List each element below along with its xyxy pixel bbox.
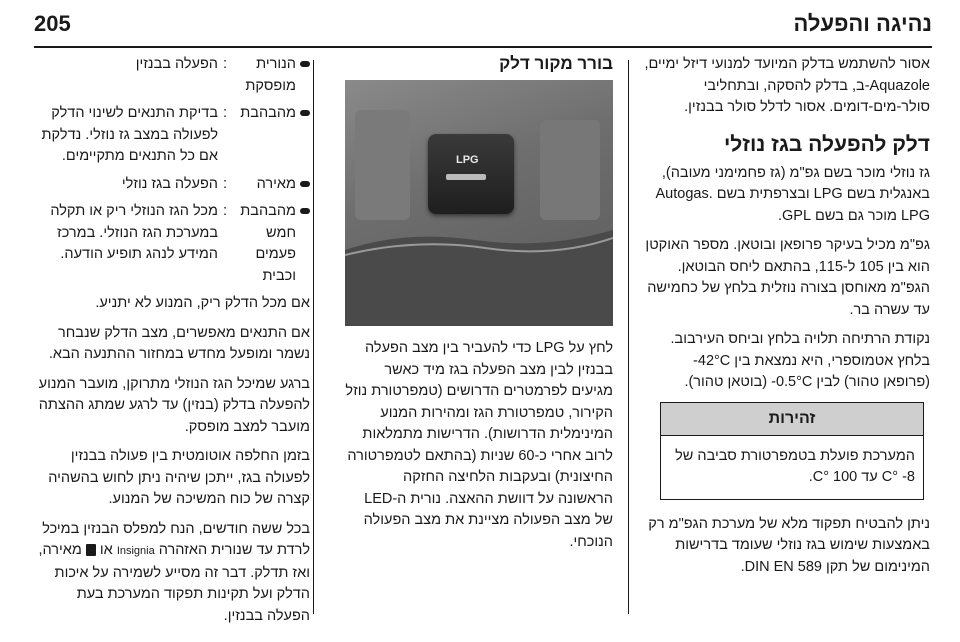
- lpg-heading: דלק להפעלה בגז נוזלי: [723, 132, 930, 156]
- empty-tank-paragraph: אם מכל הדלק ריק, המנוע לא יתניע.: [95, 295, 310, 311]
- warning-title: זהירות: [661, 403, 923, 436]
- status-item: מהבהבת : בדיקת התנאים לשינוי הדלק לפעולה במצב גז נוזלי. נדלקת אם כל התנאים מתקיימים.: [34, 103, 310, 168]
- brand-name: Insignia: [116, 545, 155, 557]
- header-rule: [34, 46, 932, 48]
- status-desc: הפעלה בגז נוזלי: [121, 175, 218, 192]
- status-desc: בדיקת התנאים לשינוי הדלק לפעולה במצב גז נוזלי. נדלקת אם כל התנאים מתקיימים.: [41, 105, 218, 164]
- status-desc: מכל הגז הנוזלי ריק או תקלה במערכת הגז הנוזלי. במרכז המידע לנהג תופיע הודעה.: [50, 203, 218, 262]
- status-desc: הפעלה בבנזין: [135, 56, 218, 72]
- switch-delay-paragraph: בזמן החלפה אוטומטית בין פעולה בבנזין לפעולה בגז, ייתכן שיהיה ניתן לחוש בהשהיה קצרה של כוח המשיכה של המנוע.: [48, 448, 310, 507]
- lpg-paragraph-4: ניתן להבטיח תפקוד מלא של מערכת הגפ"מ רק באמצעות שימוש בגז נוזלי שעומד בדרישות המינימום של תקן DIN EN 589.: [648, 515, 930, 575]
- lpg-paragraph-1: גז נוזלי מוכר בשם גפ"מ (גז פחמימני מעובה), באנגלית בשם LPG ובצרפתית בשם Autogas. LPG מוכר גם בשם GPL.: [655, 164, 930, 224]
- lpg-paragraph-2: גפ"מ מכיל בעיקר פרופאן ובוטאן. מספר האוקטן הוא בין 105 ל-115, בהתאם ליחס הבוטאן. הגפ"מ מאוחסן בצורה נוזלית בלחץ של כחמישה עד עשרה בר.: [645, 237, 930, 318]
- maintenance-paragraph: [34, 519, 310, 628]
- bullet-icon: [300, 61, 310, 67]
- maintenance-or: או: [99, 542, 113, 558]
- maintenance-text-a: בכל ששה חודשים, הנח למפלס הבנזין במיכל לרדת עד שנורית האזהרה: [42, 520, 310, 558]
- lpg-button-photo: [345, 80, 613, 326]
- status-term: מאירה: [256, 175, 296, 192]
- page-header: [0, 0, 960, 46]
- status-item: מאירה : הפעלה בגז נוזלי: [34, 174, 310, 196]
- column-separator: [628, 60, 629, 614]
- fuel-pump-icon: [86, 544, 96, 556]
- right-column: [644, 54, 930, 630]
- lpg-button: [428, 134, 514, 214]
- page-number: 205: [34, 11, 71, 36]
- section-title: נהיגה והפעלה: [793, 11, 932, 36]
- lpg-paragraph-3: נקודת הרתיחה תלויה בלחץ וביחס העירבוב. בלחץ אטמוספרי, היא נמצאת בין 42°C- (פרופאן טהור) לבין 0.5°C- (בוטאן טהור).: [670, 331, 930, 390]
- warning-body: המערכת פועלת בטמפרטורת סביבה של 8- °C עד 100 °C.: [675, 447, 915, 485]
- status-term: מהבהבת חמש פעמים וכבית: [240, 203, 296, 284]
- left-column: [34, 54, 310, 630]
- fuel-selector-caption: לחץ על LPG כדי להעביר בין מצב הפעלה בבנזין לבין מצב הפעלה בגז מיד כאשר מגיעים לפרמטרים הדרושים (טמפרטורת נוזל הקירור, טמפרטורת הגז ומהירות המנוע המינימלית הדרושות). הדרישות מתמלאות לרוב אחרי כ-60 שניות (בהתאם לטמפרטורה החיצונית) ובעקבות הלחיצה החזקה הראשונה על דוושת ההאצה. נורית ה-LED של מצב הפעולה מציינת את מצב הפעולה הנוכחי.: [345, 340, 613, 550]
- intro-paragraph: אסור להשתמש בדלק המיועד למנועי דיזל ימיים, Aquazole-ב, בדלק להסקה, ובתחליבי סולר-מים-דומים. אסור לדלל סולר בבנזין.: [644, 56, 930, 115]
- status-item: הנורית מופסקת : הפעלה בבנזין: [34, 54, 310, 97]
- middle-column: [345, 54, 613, 630]
- auto-switch-paragraph: ברגע שמיכל הגז הנוזלי מתרוקן, מועבר המנוע להפעלה בדלק (בנזין) עד לרגע שמתג ההצתה מועבר למצב מופסק.: [38, 375, 310, 435]
- bullet-icon: [300, 208, 310, 214]
- lpg-led-indicator: [446, 174, 486, 180]
- status-item: מהבהבת חמש פעמים וכבית : מכל הגז הנוזלי ריק או תקלה במערכת הגז הנוזלי. במרכז המידע לנהג תופיע הודעה.: [34, 201, 310, 287]
- maintenance-text-b: מאירה, ואז תדלק. דבר זה מסייע לשמירה על איכות הדלק ועל תקינות תפקוד המערכת בעת הפעלה בבנזין.: [38, 542, 310, 624]
- fuel-mode-memory-paragraph: אם התנאים מאפשרים, מצב הדלק שנבחר נשמר ומופעל מחדש במחזור ההתנעה הבא.: [48, 324, 310, 362]
- fuel-selector-heading: בורר מקור דלק: [499, 54, 613, 73]
- status-term: מהבהבת: [240, 105, 296, 121]
- column-separator: [313, 60, 314, 614]
- warning-box: [660, 402, 924, 500]
- bullet-icon: [300, 181, 310, 187]
- lpg-button-label: LPG: [456, 154, 479, 166]
- bullet-icon: [300, 110, 310, 116]
- status-term: הנורית מופסקת: [245, 56, 296, 94]
